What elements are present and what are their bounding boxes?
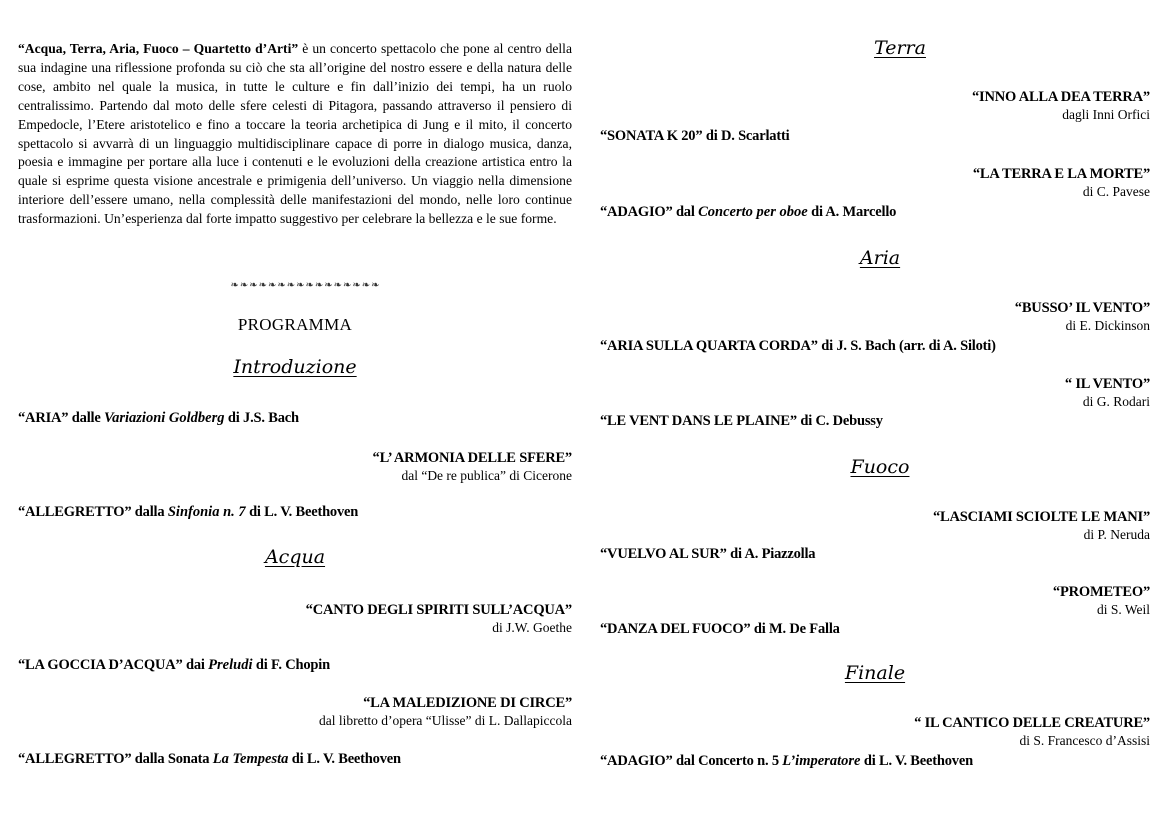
entry-source: dal “De re publica” di Cicerone xyxy=(401,468,572,483)
entry-work: Sinfonia n. 7 xyxy=(167,504,246,520)
program-entry xyxy=(1053,584,1150,618)
entry-title: “ADAGIO” xyxy=(600,753,673,769)
entry-source: di J.W. Goethe xyxy=(492,620,572,635)
entry-title: “SONATA K 20” xyxy=(600,128,703,144)
entry-work: Variazioni Goldberg xyxy=(104,410,225,426)
program-entry xyxy=(1015,300,1150,334)
program-entry xyxy=(972,89,1150,123)
entry-title: “VUELVO AL SUR” xyxy=(600,546,727,562)
entry-text: dai xyxy=(182,657,209,673)
entry-text: dalle xyxy=(68,410,105,426)
section-introduzione: Introduzione xyxy=(233,356,357,378)
entry-title: “LE VENT DANS LE PLAINE” xyxy=(600,413,797,429)
program-entry xyxy=(373,450,572,484)
program-entry xyxy=(600,621,840,638)
entry-title: “LA MALEDIZIONE DI CIRCE” xyxy=(363,695,572,711)
entry-source: di G. Rodari xyxy=(1082,394,1150,409)
ornament-divider: ❧❧❧❧❧❧❧❧❧❧❧❧❧❧❧❧ xyxy=(230,280,381,291)
program-entry xyxy=(18,410,299,427)
entry-work: La Tempesta xyxy=(212,751,289,767)
entry-title: “L’ ARMONIA DELLE SFERE” xyxy=(372,450,572,466)
entry-source: di S. Weil xyxy=(1096,602,1150,617)
entry-author: di A. Marcello xyxy=(807,204,897,220)
entry-title: “ALLEGRETTO” xyxy=(18,751,132,767)
entry-title: “ADAGIO” xyxy=(600,204,673,220)
entry-author: di L. V. Beethoven xyxy=(860,753,973,769)
entry-text: dal Concerto n. 5 xyxy=(672,753,783,769)
programma-heading: PROGRAMMA xyxy=(237,315,353,334)
program-entry xyxy=(18,657,330,674)
entry-source: di C. Pavese xyxy=(1082,184,1150,199)
entry-source: dal libretto d’opera “Ulisse” di L. Dallapiccola xyxy=(318,713,572,728)
program-entry xyxy=(933,509,1150,543)
entry-work: Concerto per oboe xyxy=(698,204,808,220)
intro-body: è un concerto spettacolo che pone al centro della sua indagine una riflessione profonda su ciò che sta all’origine del nostro essere e della natura delle cose, ambito nel quale la musica, in tutte le culture e fin dall’inizio dei tempi, ha un ruolo centralissimo. Partendo dal moto delle sfere celesti di Pitagora, passando attraverso il pensiero di Empedocle, l’Etere aristotelico e fino a toccare la teoria archetipica di Jung e il mito, il concerto spettacolo si avvarrà di un linguaggio multidisciplinare capace di porre in dialogo musica, danza, poesia e immagine per portare alla luce i contenuti e le evoluzioni della creazione artistica entro la quale si esprime questa visione ancestrale e primigenia dell’universo. Un viaggio nella dimensione interiore dell’essere umano, nella complessità delle manifestazioni del mondo, nelle loro continue trasformazioni. Un’esperienza dal forte impatto suggestivo per celebrare la bellezza e le sue forme. xyxy=(18,41,572,227)
entry-title: “ IL VENTO” xyxy=(1064,376,1150,392)
program-entry xyxy=(18,751,401,768)
intro-paragraph xyxy=(18,40,572,229)
entry-work: Preludi xyxy=(208,657,253,673)
entry-source: di P. Neruda xyxy=(1083,527,1150,542)
section-aria: Aria xyxy=(859,247,901,269)
program-entry xyxy=(319,695,572,729)
program-entry xyxy=(600,753,973,770)
program-entry xyxy=(914,715,1150,749)
entry-author: di L. V. Beethoven xyxy=(245,504,359,520)
entry-text: dal xyxy=(672,204,699,220)
entry-author: di A. Piazzolla xyxy=(726,546,816,562)
entry-title: “DANZA DEL FUOCO” xyxy=(600,621,751,637)
entry-text: dalla xyxy=(131,504,168,520)
entry-title: “ARIA SULLA QUARTA CORDA” xyxy=(600,338,818,354)
program-entry xyxy=(1065,376,1150,410)
program-entry xyxy=(600,338,996,355)
entry-author: di M. De Falla xyxy=(750,621,840,637)
entry-source: di E. Dickinson xyxy=(1065,318,1150,333)
entry-source: di S. Francesco d’Assisi xyxy=(1019,733,1150,748)
entry-title: “CANTO DEGLI SPIRITI SULL’ACQUA” xyxy=(305,602,572,618)
entry-author: di L. V. Beethoven xyxy=(288,751,401,767)
intro-title: “Acqua, Terra, Aria, Fuoco – Quartetto d’Arti” xyxy=(18,41,299,56)
program-entry xyxy=(600,128,789,145)
entry-title: “LA TERRA E LA MORTE” xyxy=(972,166,1150,182)
entry-title: “PROMETEO” xyxy=(1052,584,1150,600)
program-entry xyxy=(600,204,896,221)
program-entry xyxy=(600,413,883,430)
entry-title: “ IL CANTICO DELLE CREATURE” xyxy=(914,715,1150,731)
entry-author: di D. Scarlatti xyxy=(702,128,790,144)
section-acqua: Acqua xyxy=(264,546,326,568)
entry-author: di J. S. Bach (arr. di A. Siloti) xyxy=(817,338,996,354)
section-terra: Terra xyxy=(874,37,926,59)
entry-title: “ALLEGRETTO” xyxy=(18,504,132,520)
section-fuoco: Fuoco xyxy=(850,456,910,478)
entry-work: L’imperatore xyxy=(782,753,861,769)
entry-title: “ARIA” xyxy=(18,410,69,426)
entry-title: “BUSSO’ IL VENTO” xyxy=(1014,300,1150,316)
entry-author: di C. Debussy xyxy=(796,413,883,429)
entry-title: “LASCIAMI SCIOLTE LE MANI” xyxy=(932,509,1150,525)
entry-author: di F. Chopin xyxy=(252,657,330,673)
section-finale: Finale xyxy=(844,662,906,684)
program-entry xyxy=(18,504,358,521)
entry-title: “LA GOCCIA D’ACQUA” xyxy=(18,657,183,673)
entry-author: di J.S. Bach xyxy=(224,410,299,426)
program-entry xyxy=(600,546,815,563)
entry-title: “INNO ALLA DEA TERRA” xyxy=(971,89,1150,105)
program-entry xyxy=(306,602,572,636)
entry-text: dalla Sonata xyxy=(131,751,213,767)
program-entry xyxy=(973,166,1150,200)
entry-source: dagli Inni Orfici xyxy=(1062,107,1150,122)
